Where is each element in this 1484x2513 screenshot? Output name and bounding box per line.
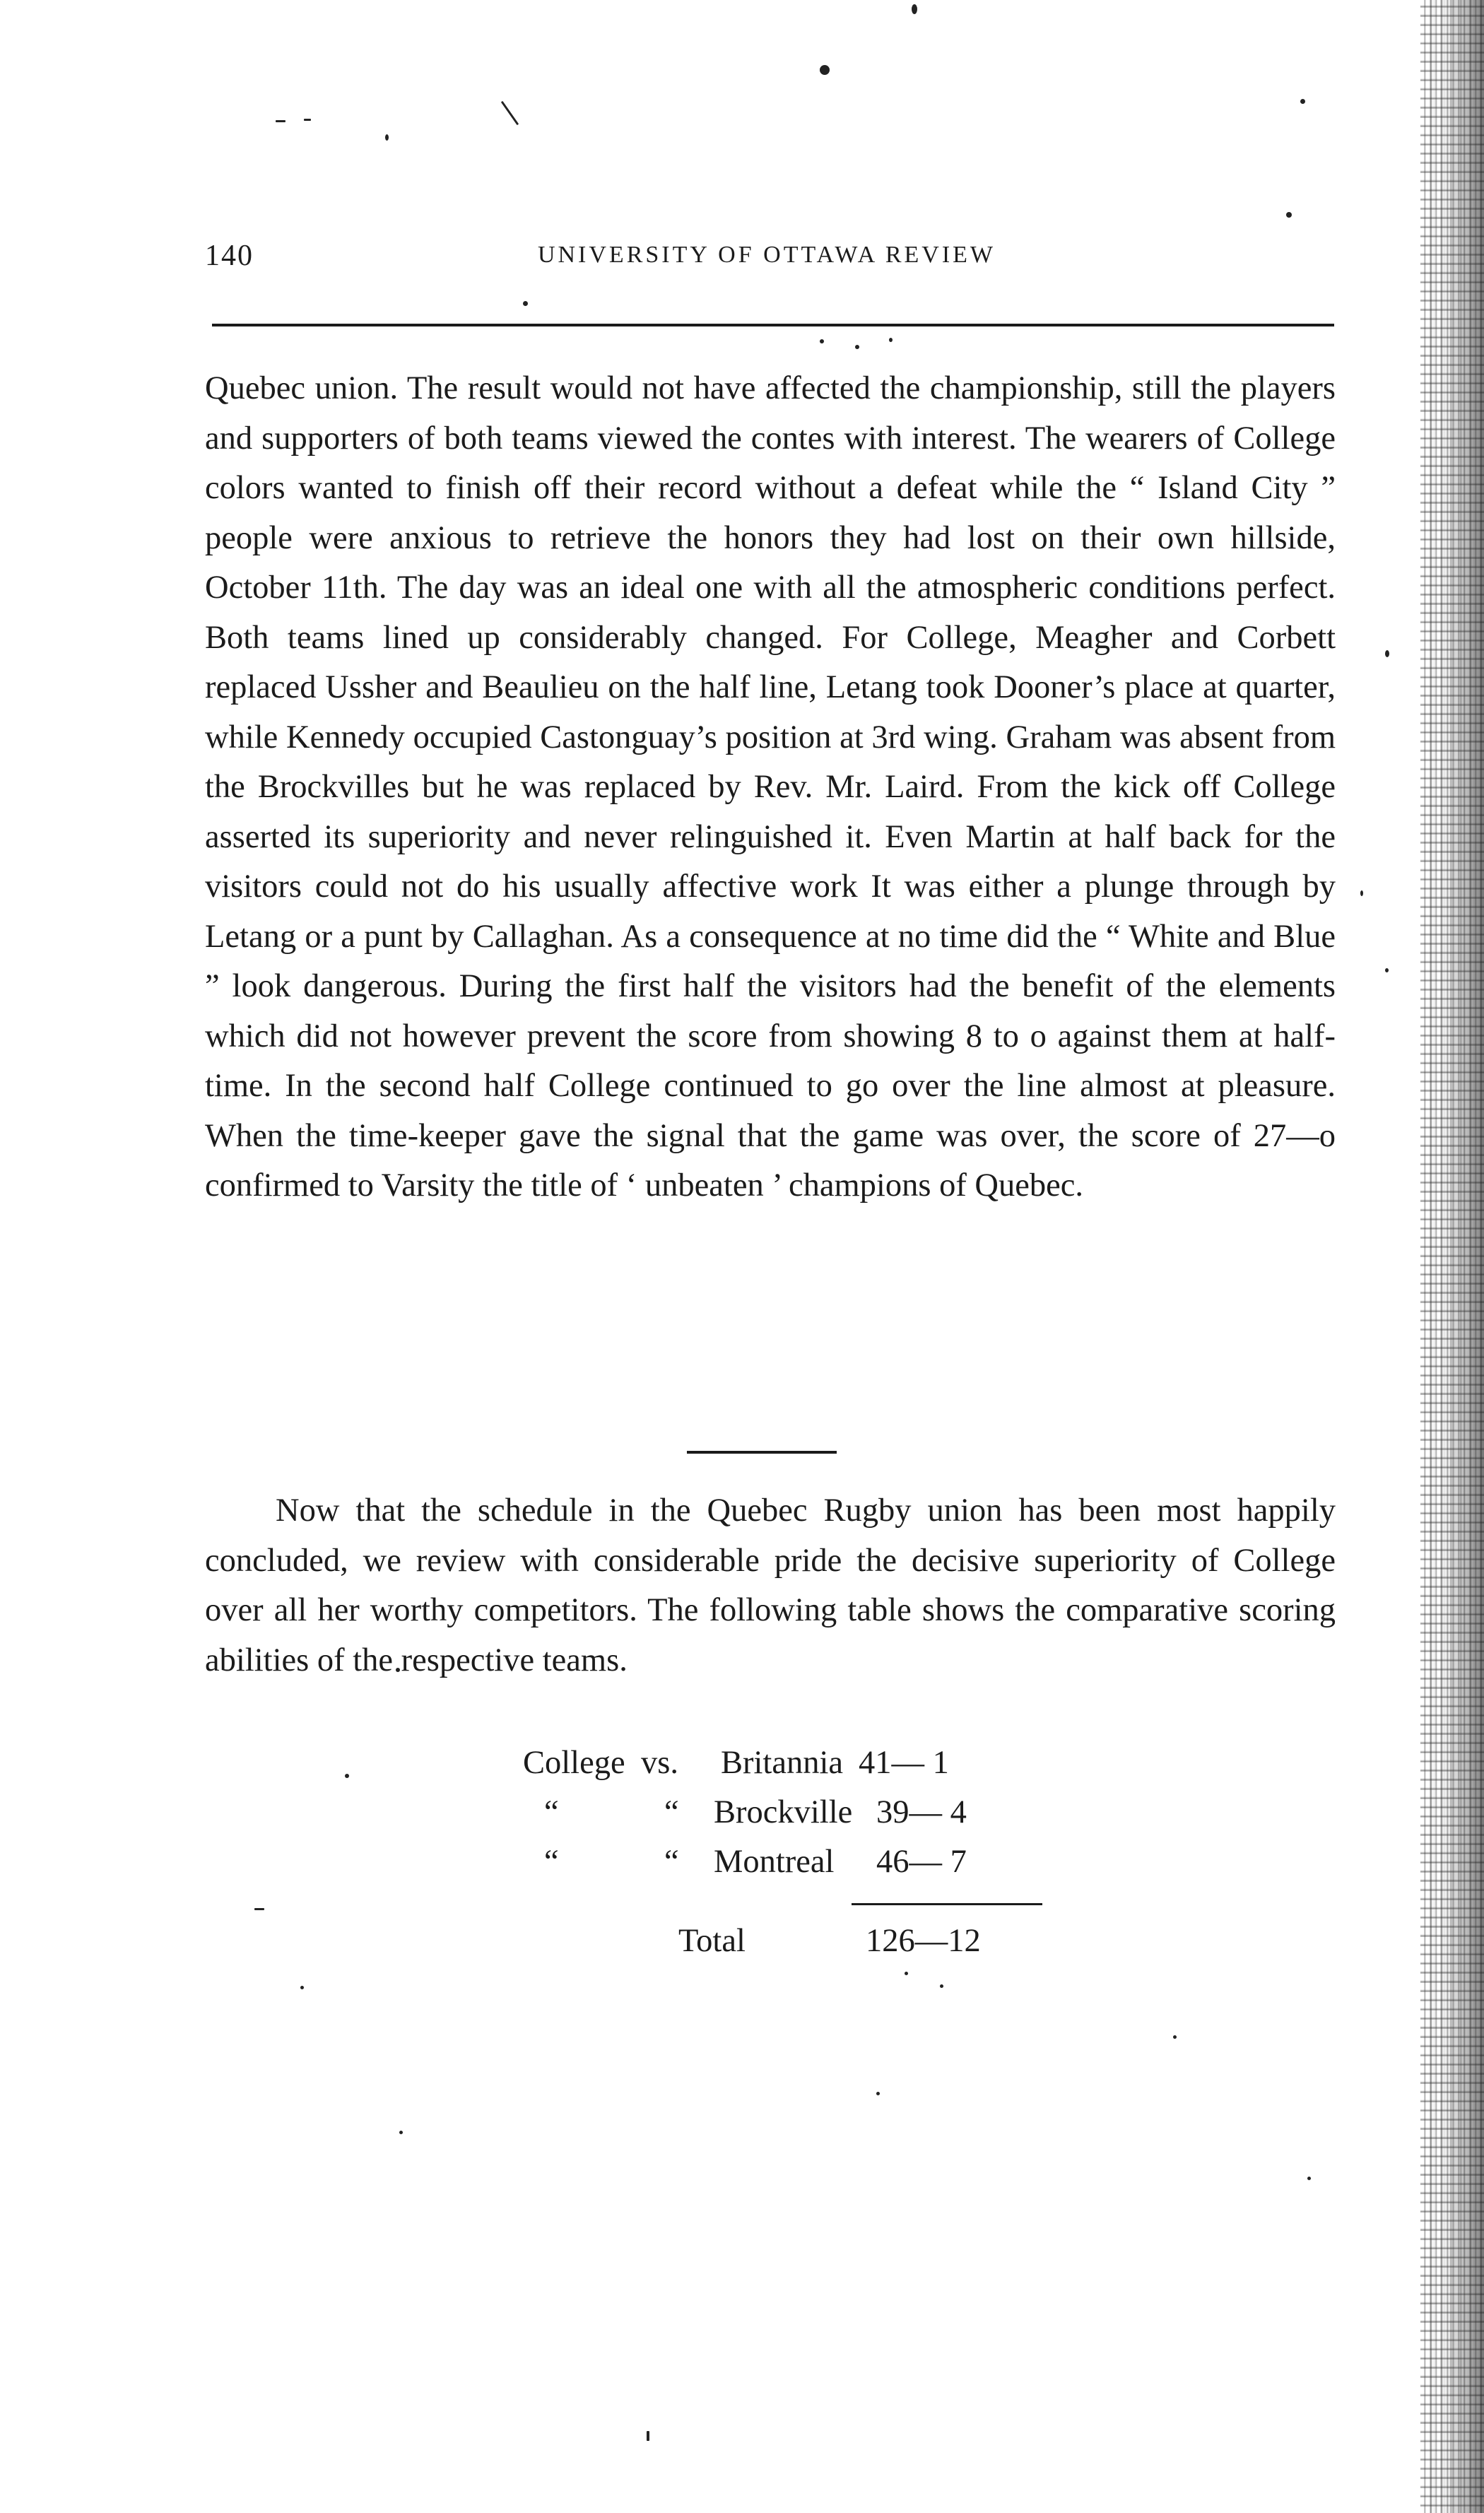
scan-speck — [523, 301, 528, 306]
scan-speck — [855, 345, 859, 349]
ditto-mark: “ — [544, 1844, 559, 1880]
versus-cell: vs. — [641, 1745, 678, 1781]
running-title: UNIVERSITY OF OTTAWA REVIEW — [537, 242, 996, 268]
scan-speck — [1307, 2177, 1311, 2180]
scan-speck — [1173, 2035, 1177, 2039]
paragraph-match-report: Quebec union. The result would not have affected the championship, still the players and supporters of both teams viewed the contes with interest. The wearers of College colors wanted to finish off their record without a defeat while the “ Island City ” people were anxious to retrieve the honors they had lost on their own hillside, October 11th. The day was an ideal one with all the atmospheric conditions perfect. Both teams lined up considerably changed. For College, Meagher and Corbett replaced Ussher and Beaulieu on the half line, Letang took Dooner’s place at quarter, while Kennedy occupied Castonguay’s position at 3rd wing. Graham was absent from the Brockvilles but he was replaced by Rev. Mr. Laird. From the kick off College asserted its superiority and never relinguished it. Even Martin at half back for the visitors could not do his usually affective work It was either a plunge through by Letang or a punt by Callaghan. As a consequence at no time did the “ White and Blue ” look dangerous. During the first half the visitors had the benefit of the elements which did not however prevent the score from showing 8 to o against them at half-time. In the second half College continued to go over the line almost at pleasure. When the time-keeper gave the signal that the game was over, the score of 27—o confirmed to Varsity the title of ‘ unbeaten ’ champions of Quebec. — [205, 370, 1336, 1203]
total-rule — [852, 1903, 1042, 1905]
total-label: Total — [678, 1923, 746, 1959]
total-score: 126—12 — [866, 1923, 981, 1959]
score-cell: 39— 4 — [876, 1794, 967, 1830]
running-header — [205, 239, 1329, 281]
scan-speck — [501, 101, 519, 125]
section-divider — [687, 1451, 837, 1454]
scan-speck — [1360, 890, 1363, 896]
scan-speck — [820, 65, 830, 75]
page-number: 140 — [205, 240, 254, 272]
opponent-cell: Britannia — [721, 1745, 844, 1781]
paragraph-season-review: Now that the schedule in the Quebec Rugby union has been most happily concluded, we review with considerable pride the decisive superiority of College over all her worthy competitors. The following table shows the comparative scoring abilities of the respective teams. — [205, 1493, 1336, 1678]
scan-speck — [304, 119, 311, 121]
scan-speck — [345, 1774, 349, 1778]
score-cell: 46— 7 — [876, 1844, 967, 1880]
scan-speck — [889, 338, 893, 342]
scan-speck — [300, 1986, 304, 1989]
book-binding-shadow — [1442, 0, 1484, 2513]
scan-speck — [820, 339, 824, 343]
scan-speck — [385, 134, 389, 141]
score-cell: 41— 1 — [859, 1745, 949, 1781]
opponent-cell: Brockville — [714, 1794, 853, 1830]
scan-speck — [1286, 212, 1292, 218]
ditto-mark: “ — [664, 1844, 679, 1880]
team-cell: College — [523, 1745, 625, 1781]
scan-speck — [876, 2092, 880, 2095]
ditto-mark: “ — [544, 1794, 559, 1830]
scan-speck — [399, 2131, 403, 2134]
scan-speck — [1385, 650, 1389, 657]
scan-speck — [647, 2431, 649, 2441]
scan-speck — [1385, 968, 1389, 972]
ditto-mark: “ — [664, 1794, 679, 1830]
scan-speck — [912, 4, 917, 14]
scan-speck — [940, 1984, 943, 1988]
header-rule — [212, 324, 1334, 326]
scan-speck — [276, 120, 285, 122]
scan-speck — [905, 1972, 908, 1975]
scan-speck — [254, 1908, 264, 1910]
opponent-cell: Montreal — [714, 1844, 835, 1880]
scan-speck — [1300, 99, 1305, 104]
